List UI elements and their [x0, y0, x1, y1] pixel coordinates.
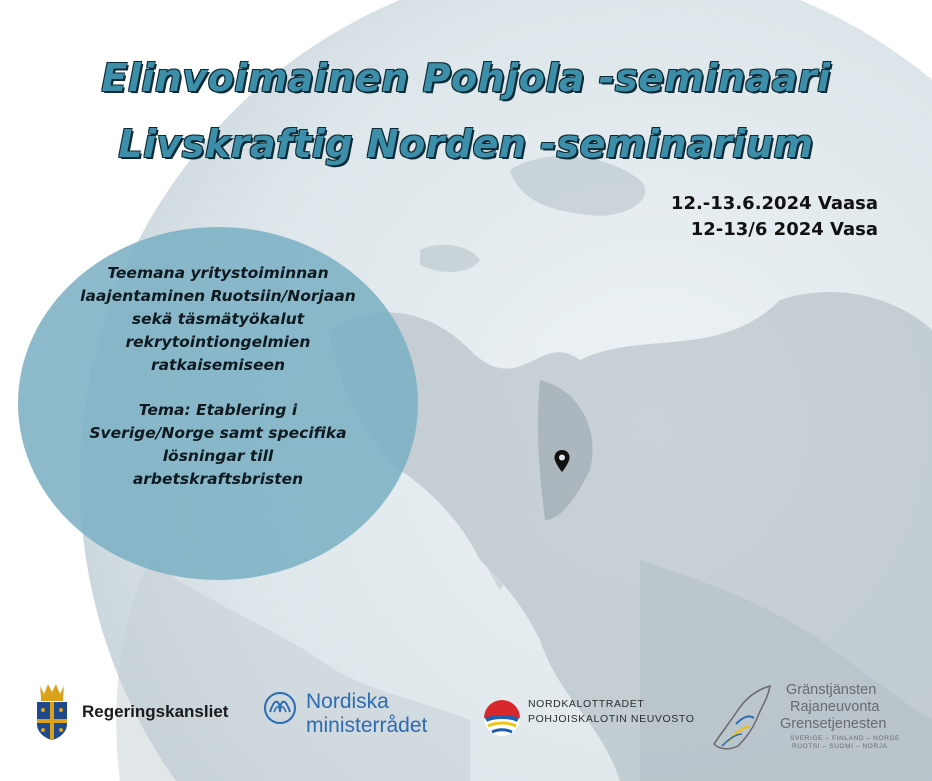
nordiska-ministerradet-logo: [262, 684, 462, 744]
granstjansten-logo: [708, 680, 918, 760]
theme-line: ratkaisemiseen: [150, 356, 286, 374]
paragraph-gap: [52, 377, 384, 399]
nordiska-label-line2: ministerrådet: [306, 714, 428, 737]
location-pin-icon: [553, 449, 571, 473]
title-finnish: Elinvoimainen Pohjola -seminaari: [101, 56, 831, 100]
nordic-map-outline-icon: [708, 684, 780, 754]
theme-line: Tema: Etablering i: [138, 401, 298, 419]
granstjansten-label-line5: RUOTSI – SUOMI – NORJA: [792, 743, 888, 750]
theme-line: laajentaminen Ruotsiin/Norjaan: [80, 287, 356, 305]
swan-icon: [262, 690, 298, 726]
nordkalott-emblem-icon: [482, 696, 522, 740]
title-swedish: Livskraftig Norden -seminarium: [118, 122, 814, 166]
theme-line: rekrytointiongelmien: [125, 333, 311, 351]
nordkalott-label-line2: POHJOISKALOTIN NEUVOSTO: [528, 713, 695, 725]
granstjansten-label-line2: Rajaneuvonta: [790, 699, 880, 715]
nordkalottradet-logo: [482, 694, 702, 750]
granstjansten-label-line4: SVERIGE – FINLAND – NORGE: [790, 735, 900, 742]
theme-line: arbetskraftsbristen: [132, 470, 304, 488]
theme-text: [52, 262, 384, 491]
granstjansten-label-line3: Grensetjenesten: [780, 716, 887, 732]
theme-line: lösningar till: [162, 447, 274, 465]
regeringskansliet-logo: [32, 680, 242, 746]
theme-line: sekä täsmätyökalut: [131, 310, 305, 328]
nordiska-label-line1: Nordiska: [306, 690, 389, 713]
crown-shield-icon: [32, 680, 72, 742]
nordkalott-label-line1: NORDKALOTTRADET: [528, 698, 645, 710]
theme-line: Teemana yritystoiminnan: [107, 264, 329, 282]
regeringskansliet-label: Regeringskansliet: [82, 702, 229, 721]
granstjansten-label-line1: Gränstjänsten: [786, 682, 877, 698]
date-finnish: 12.-13.6.2024 Vaasa: [670, 193, 878, 214]
theme-line: Sverige/Norge samt specifika: [89, 424, 347, 442]
date-swedish: 12-13/6 2024 Vasa: [690, 219, 878, 240]
